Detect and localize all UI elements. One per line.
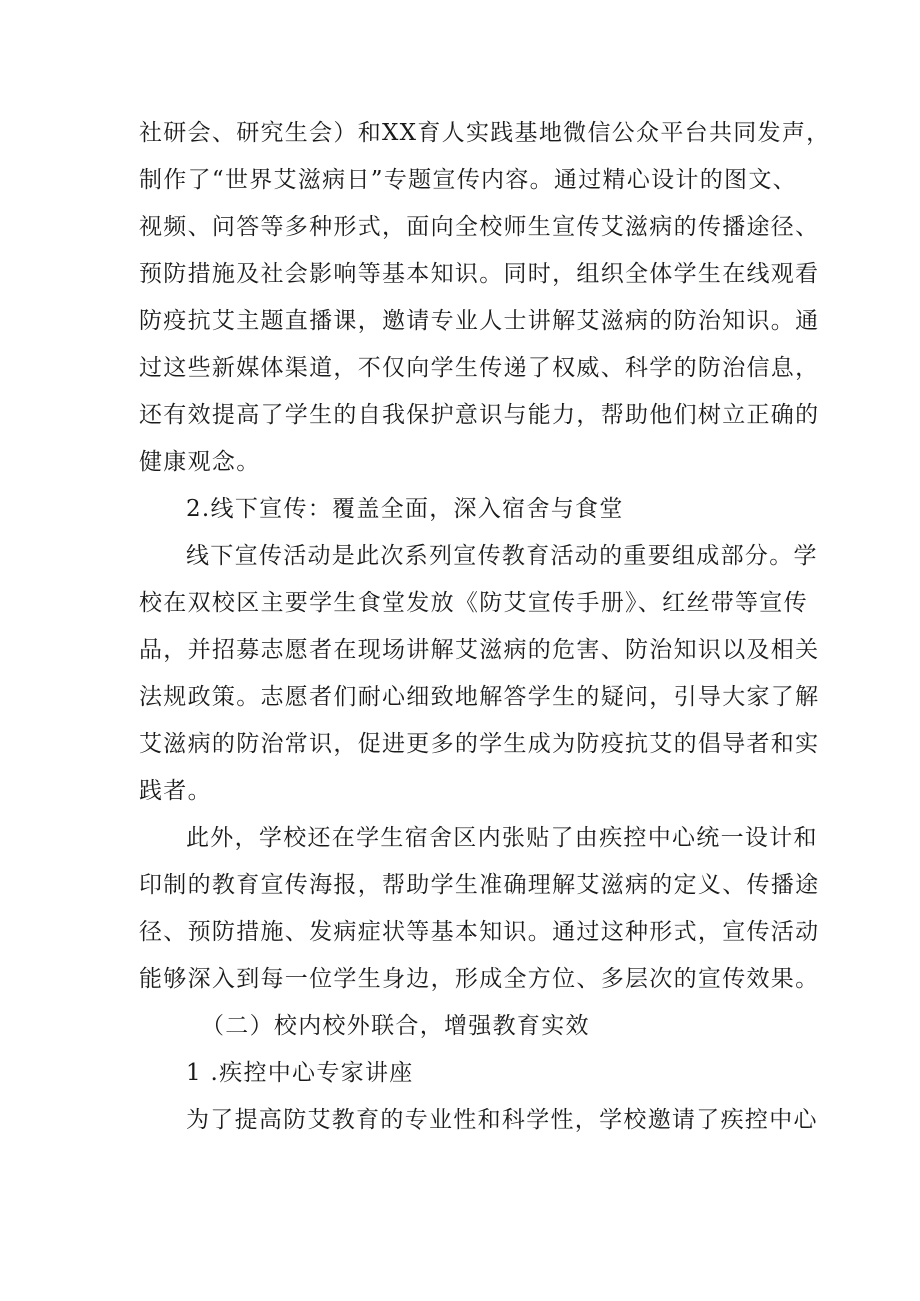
text-line: 制作了“世界艾滋病日”专题宣传内容。通过精心设计的图文、 — [139, 167, 797, 193]
document-page — [139, 110, 831, 1144]
paragraph-new-media — [139, 110, 831, 486]
text-line: 健康观念。 — [139, 449, 261, 475]
text-line: 艾滋病的防治常识，促进更多的学生成为防疫抗艾的倡导者和实 — [139, 731, 820, 757]
section-heading-joint: （二）校内校外联合，增强教育实效 — [201, 1013, 590, 1039]
section-heading-offline: 2.线下宣传：覆盖全面，深入宿舍与食堂 — [186, 496, 624, 522]
text-line: 印制的教育宣传海报，帮助学生准确理解艾滋病的定义、传播途 — [139, 872, 820, 898]
text-line: 能够深入到每一位学生身边，形成全方位、多层次的宣传效果。 — [139, 966, 820, 992]
text-line: 法规政策。志愿者们耐心细致地解答学生的疑问，引导大家了解 — [139, 684, 820, 710]
text-line: 此外，学校还在学生宿舍区内张贴了由疾控中心统一设计和 — [186, 825, 818, 851]
text-line: 过这些新媒体渠道，不仅向学生传递了权威、科学的防治信息， — [139, 355, 820, 381]
text-line: 还有效提高了学生的自我保护意识与能力，帮助他们树立正确的 — [139, 402, 820, 428]
text-line: 为了提高防艾教育的专业性和科学性，学校邀请了疾控中心 — [186, 1107, 818, 1133]
paragraph-dormitory — [139, 815, 820, 1003]
text-line: 预防措施及社会影响等基本知识。同时，组织全体学生在线观看 — [139, 261, 820, 287]
text-line: 践者。 — [139, 778, 212, 804]
text-line: 径、预防措施、发病症状等基本知识。通过这种形式，宣传活动 — [139, 919, 820, 945]
text-line: 校在双校区主要学生食堂发放《防艾宣传手册》、红丝带等宣传 — [139, 590, 808, 616]
subsection-heading-lecture: 1 .疾控中心专家讲座 — [186, 1060, 414, 1086]
paragraph-lecture — [139, 1097, 818, 1144]
text-line: 防疫抗艾主题直播课，邀请专业人士讲解艾滋病的防治知识。通 — [139, 308, 820, 334]
paragraph-offline — [139, 533, 820, 815]
text-line: 社研会、研究生会）和XX育人实践基地微信公众平台共同发声， — [139, 120, 831, 146]
text-line: 视频、问答等多种形式，面向全校师生宣传艾滋病的传播途径、 — [139, 214, 820, 240]
text-line: 品，并招募志愿者在现场讲解艾滋病的危害、防治知识以及相关 — [139, 637, 820, 663]
text-line: 线下宣传活动是此次系列宣传教育活动的重要组成部分。学 — [186, 543, 818, 569]
